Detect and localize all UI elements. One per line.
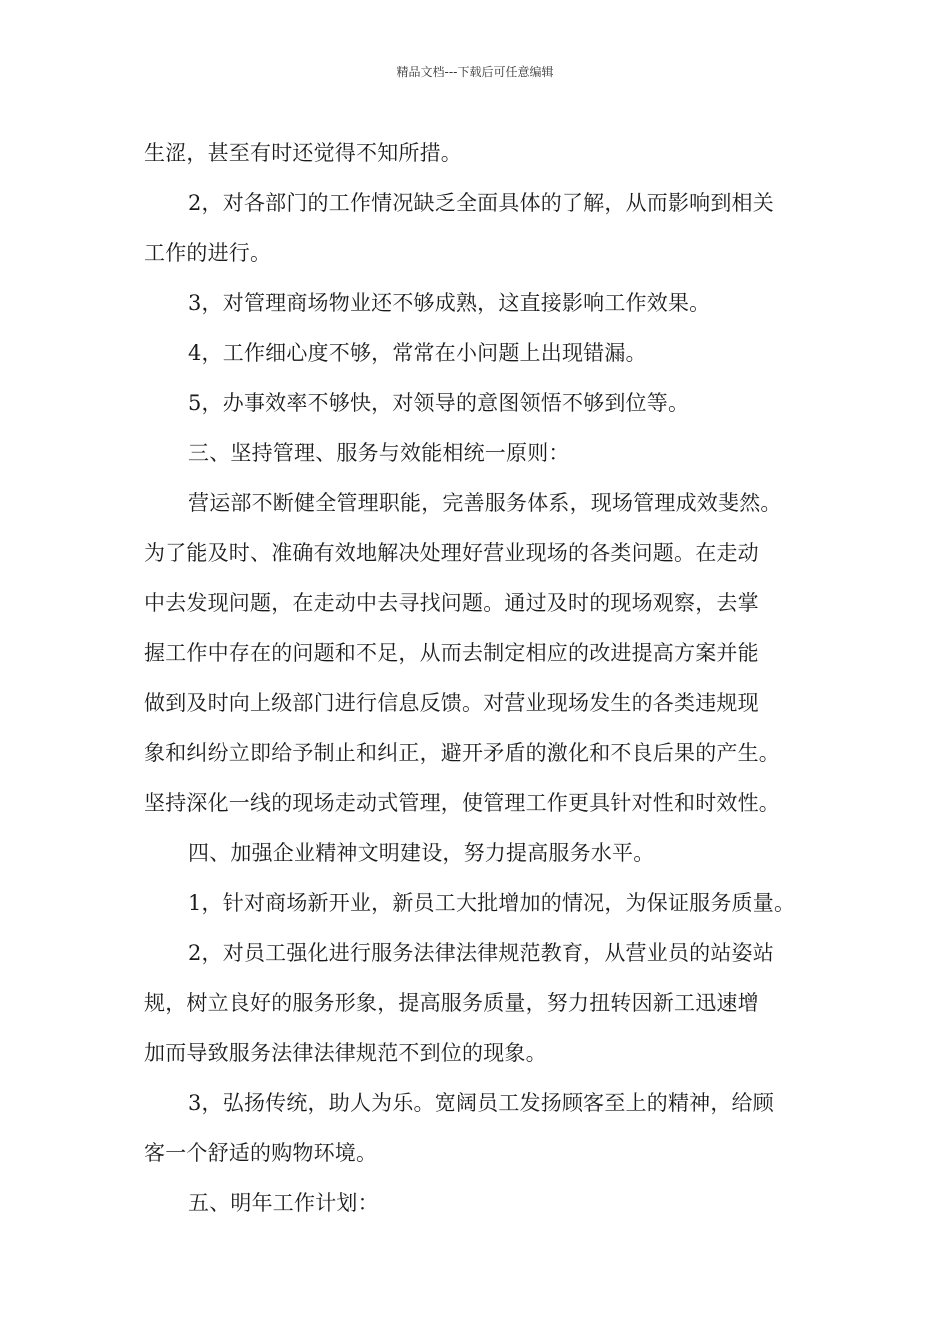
text-line: 3，弘扬传统，助人为乐。宽阔员工发扬顾客至上的精神，给顾	[188, 1091, 774, 1115]
page-header: 精品文档---下载后可任意编辑	[396, 65, 554, 79]
text-line: 5，办事效率不够快，对领导的意图领悟不够到位等。	[188, 391, 690, 415]
text-line: 象和纠纷立即给予制止和纠正，避开矛盾的激化和不良后果的产生。	[144, 741, 780, 765]
document-body	[144, 128, 824, 1228]
text-line: 2，对各部门的工作情况缺乏全面具体的了解，从而影响到相关	[188, 191, 774, 215]
text-line: 生涩，甚至有时还觉得不知所措。	[144, 141, 462, 165]
text-line: 坚持深化一线的现场走动式管理，使管理工作更具针对性和时效性。	[144, 791, 780, 815]
text-line: 做到及时向上级部门进行信息反馈。对营业现场发生的各类违规现	[144, 691, 759, 715]
section-heading: 四、加强企业精神文明建设，努力提高服务水平。	[188, 841, 655, 865]
text-line: 握工作中存在的问题和不足，从而去制定相应的改进提高方案并能	[144, 641, 759, 665]
text-line: 营运部不断健全管理职能，完善服务体系，现场管理成效斐然。	[188, 491, 782, 515]
text-line: 中去发现问题，在走动中去寻找问题。通过及时的现场观察，去掌	[144, 591, 759, 615]
text-line: 规，树立良好的服务形象，提高服务质量，努力扭转因新工迅速增	[144, 991, 759, 1015]
text-line: 3，对管理商场物业还不够成熟，这直接影响工作效果。	[188, 291, 711, 315]
text-line: 客一个舒适的购物环境。	[144, 1141, 378, 1165]
text-line: 2，对员工强化进行服务法律法律规范教育，从营业员的站姿站	[188, 941, 774, 965]
section-heading: 五、明年工作计划：	[188, 1191, 379, 1215]
text-line: 为了能及时、准确有效地解决处理好营业现场的各类问题。在走动	[144, 541, 759, 565]
text-line: 4，工作细心度不够，常常在小问题上出现错漏。	[188, 341, 647, 365]
text-line: 1，针对商场新开业，新员工大批增加的情况，为保证服务质量。	[188, 891, 796, 915]
text-line: 加而导致服务法律法律规范不到位的现象。	[144, 1041, 547, 1065]
section-heading: 三、坚持管理、服务与效能相统一原则：	[188, 441, 570, 465]
text-line: 工作的进行。	[144, 241, 272, 265]
